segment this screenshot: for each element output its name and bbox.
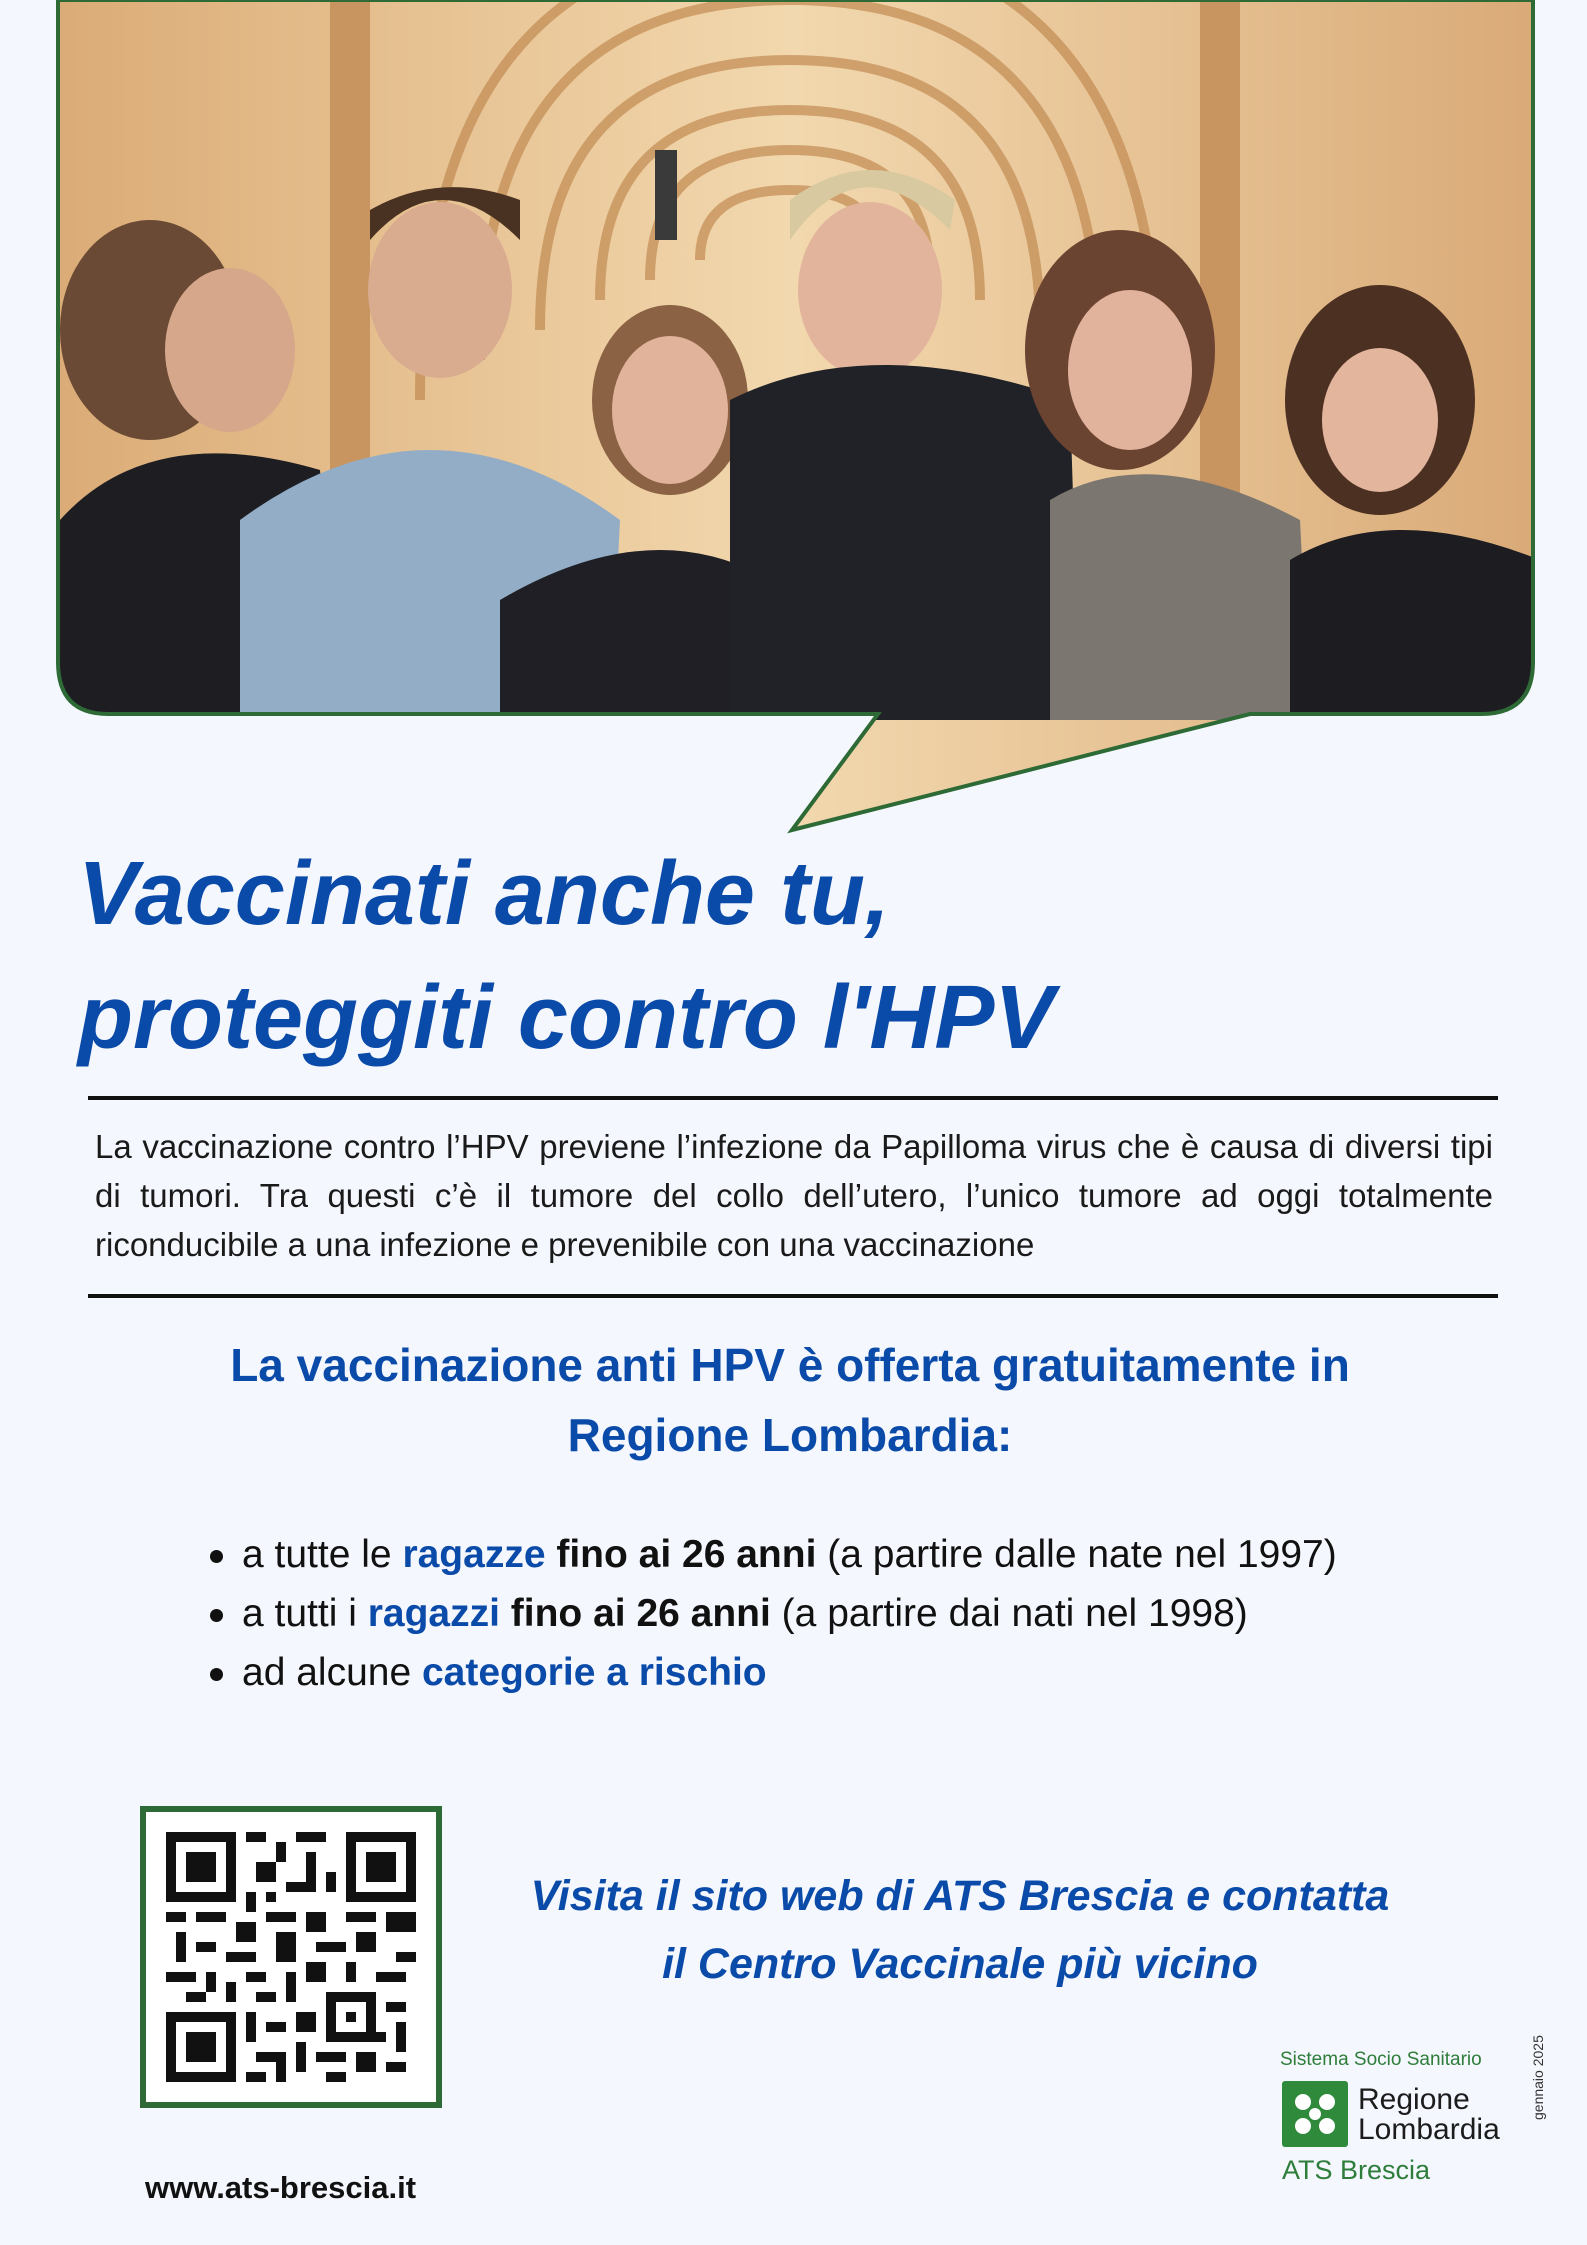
headline-line-1: Vaccinati anche tu, <box>78 844 890 944</box>
logo-region-line-2: Lombardia <box>1358 2113 1500 2146</box>
offer-heading <box>90 1330 1490 1470</box>
lombardy-rose-icon <box>1282 2081 1348 2147</box>
logo-region-name <box>1358 2085 1500 2145</box>
offer-line-1: La vaccinazione anti HPV è offerta gratuitamente in <box>230 1339 1350 1391</box>
date-note: gennaio 2025 <box>1530 2035 1546 2120</box>
bullet-highlight: ragazze <box>402 1533 546 1576</box>
logo-agency-name: ATS Brescia <box>1282 2155 1431 2185</box>
bullet-text: ad alcune <box>242 1651 422 1694</box>
regione-lombardia-logo <box>1278 2045 1528 2195</box>
list-item <box>205 1584 1337 1643</box>
headline <box>78 832 1054 1080</box>
bullet-highlight: ragazzi <box>367 1592 500 1635</box>
bullet-text: a tutte le <box>242 1533 403 1576</box>
headline-line-2: proteggiti contro l'HPV <box>78 968 1055 1068</box>
hero-photo-bubble <box>0 0 1587 840</box>
bullet-bold: fino ai 26 anni <box>545 1533 817 1576</box>
offer-line-2: Regione Lombardia: <box>567 1409 1013 1461</box>
bullet-highlight: categorie a rischio <box>421 1651 767 1694</box>
qr-code[interactable] <box>140 1806 442 2108</box>
logo-region-line-1: Regione <box>1358 2083 1470 2116</box>
intro-paragraph: La vaccinazione contro l’HPV previene l’infezione da Papilloma virus che è causa di diversi tipi di tumori. Tra questi c’è il tumore del collo dell’utero, l’unico tumore ad oggi totalmente riconducibile a una infezione e prevenibile con una vaccinazione <box>95 1128 1493 1263</box>
divider-top <box>88 1096 1498 1100</box>
call-to-action <box>460 1862 1460 1998</box>
cta-line-1: Visita il sito web di ATS Brescia e contatta <box>530 1872 1390 1920</box>
bullet-text: a tutti i <box>242 1592 368 1635</box>
list-item <box>205 1525 1337 1584</box>
divider-bottom <box>88 1294 1498 1298</box>
list-item <box>205 1643 1337 1702</box>
qr-code-pattern <box>166 1832 416 2082</box>
bullet-text-tail: (a partire dai nati nel 1998) <box>770 1592 1248 1635</box>
logo-system-text: Sistema Socio Sanitario <box>1280 2049 1482 2070</box>
eligibility-list <box>205 1525 1337 1702</box>
cta-line-2: il Centro Vaccinale più vicino <box>662 1940 1258 1988</box>
bullet-text-tail: (a partire dalle nate nel 1997) <box>816 1533 1337 1576</box>
website-link[interactable]: www.ats-brescia.it <box>145 2170 417 2205</box>
bullet-bold: fino ai 26 anni <box>499 1592 771 1635</box>
